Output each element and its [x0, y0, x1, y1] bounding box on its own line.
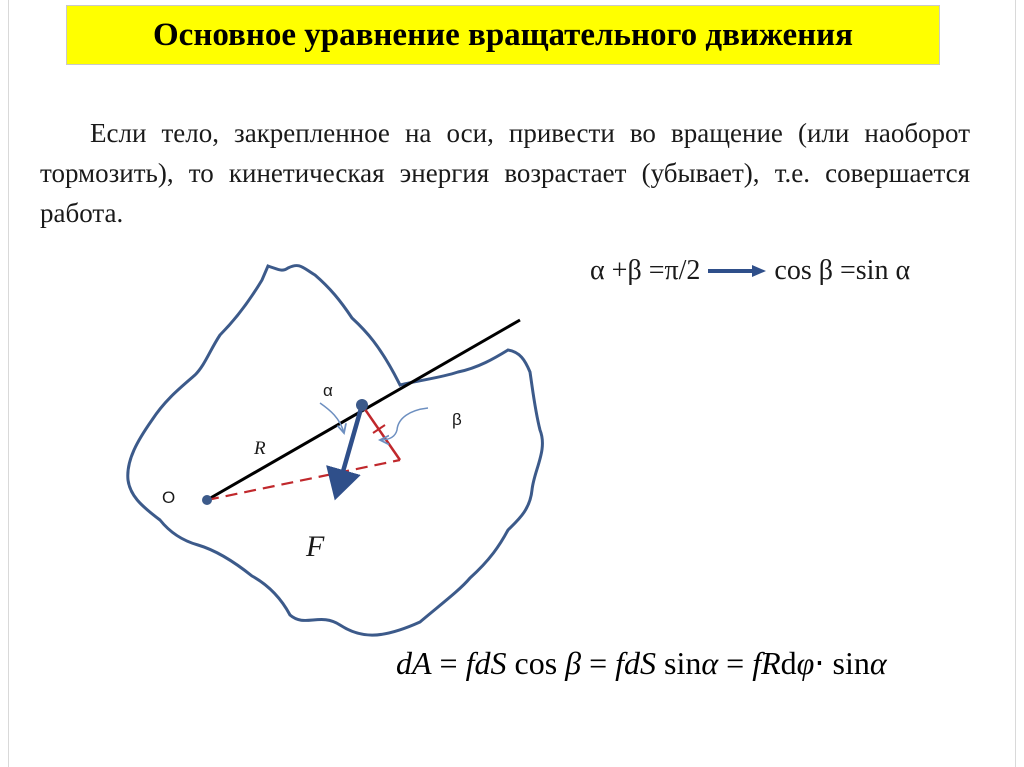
- work-formula: [396, 644, 887, 682]
- perpendicular-segment: [362, 405, 400, 460]
- formula-part: fdS: [465, 645, 507, 681]
- formula-part: dA: [396, 645, 432, 681]
- formula-part: α: [869, 645, 887, 681]
- formula-part: β: [565, 645, 582, 681]
- formula-part: =: [581, 645, 616, 681]
- application-point: [356, 399, 368, 411]
- rigid-body-outline: [128, 266, 543, 636]
- formula-part: d: [780, 645, 797, 681]
- intro-paragraph: Если тело, закрепленное на оси, привести во вращение (или наоборот тормозить), то кинетическая энергия возрастает (убывает), т.е. совершается работа.: [40, 118, 970, 228]
- formula-part: ⋅ sin: [814, 645, 870, 681]
- formula-part: fdS: [615, 645, 657, 681]
- origin-point: [202, 495, 212, 505]
- force-label: F: [306, 530, 325, 563]
- formula-part: φ: [796, 645, 815, 681]
- alpha-label: α: [323, 381, 333, 400]
- formula-part: fR: [752, 645, 781, 681]
- formula-part: cos: [506, 645, 566, 681]
- formula-part: =: [718, 645, 753, 681]
- radius-dashed-line: [207, 460, 400, 500]
- relation-right: cos β =sin α: [774, 255, 911, 286]
- relation-left: α +β =π/2: [590, 255, 701, 286]
- formula-part: =: [431, 645, 466, 681]
- formula-part: sin: [656, 645, 702, 681]
- page-title: Основное уравнение вращательного движения: [153, 16, 853, 53]
- beta-angle-arrow: [380, 408, 428, 440]
- formula-part: α: [701, 645, 719, 681]
- origin-label: O: [162, 488, 176, 507]
- beta-label: β: [452, 410, 462, 429]
- radius-label: R: [254, 438, 266, 459]
